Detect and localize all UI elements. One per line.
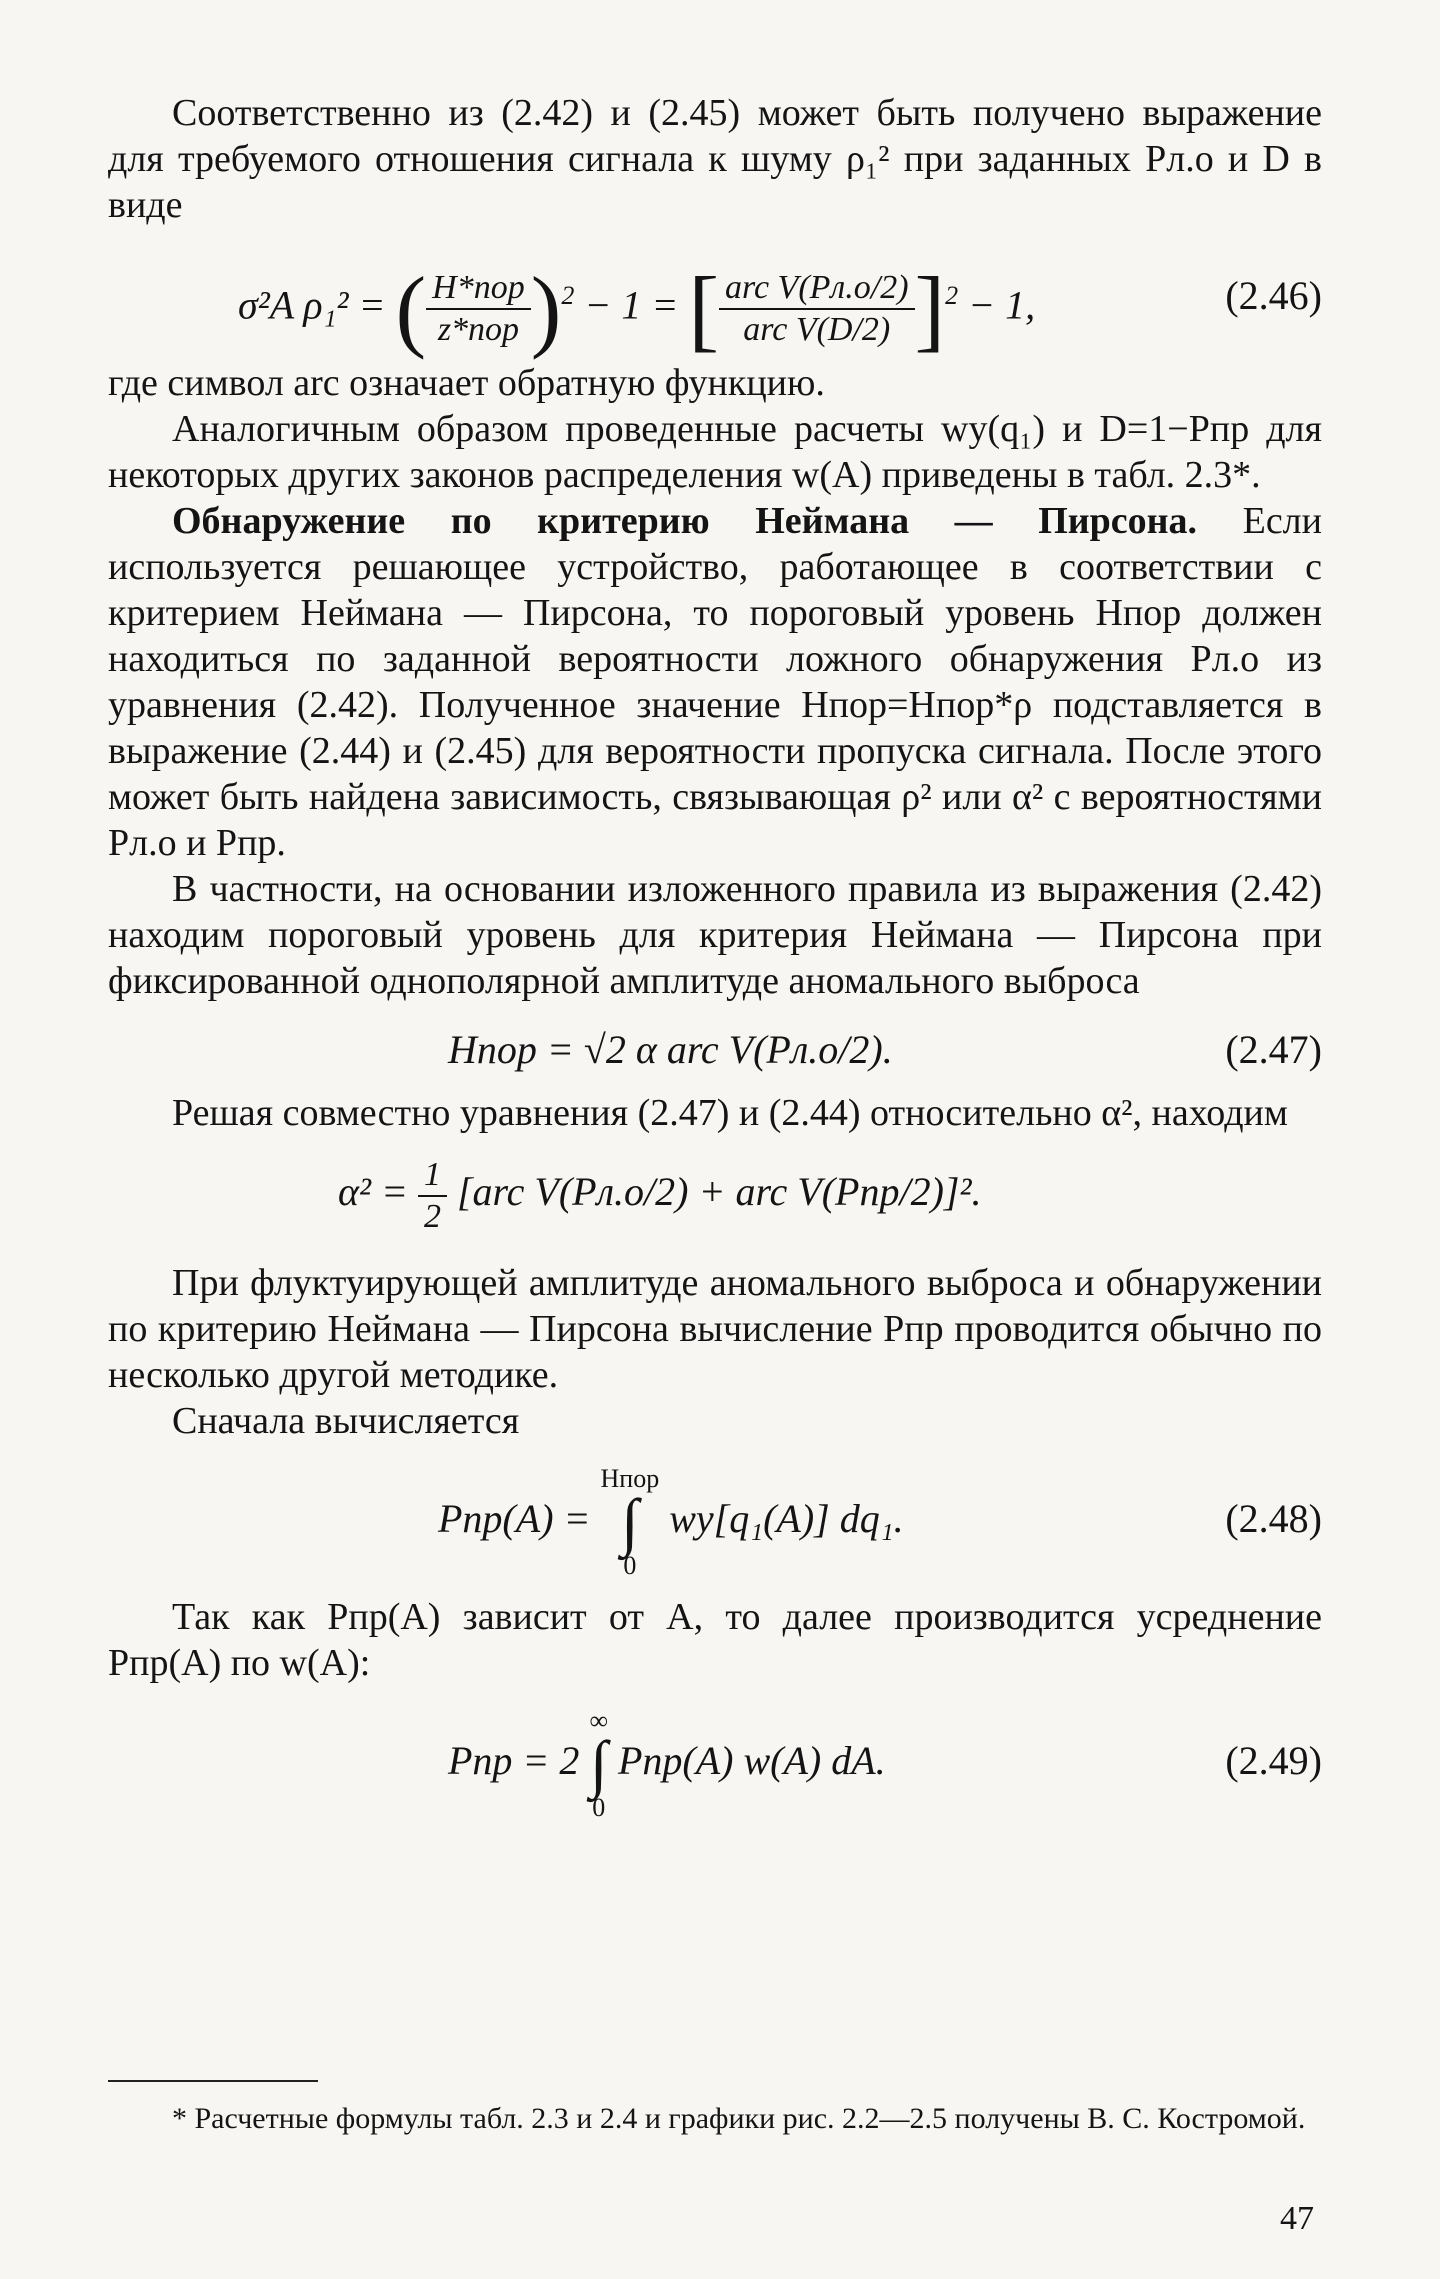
eq246-tail: − 1, <box>968 282 1036 328</box>
paragraph-averaging: Так как Pпр(A) зависит от A, то далее производится усреднение Pпр(A) по w(A): <box>108 1596 1322 1684</box>
page-body <box>108 90 1322 1836</box>
paragraph-fluctuating: При флуктуирующей амплитуде аномального выброса и обнаружении по критерию Неймана — Пирсона вычисление Pпр проводится обычно по несколько другой методике. <box>108 1262 1322 1396</box>
footnote-divider <box>108 2080 318 2082</box>
eq247-body: Hпор = √2 α arc V(Pл.о/2). <box>448 1027 893 1072</box>
paragraph-intro: Соответственно из (2.42) и (2.45) может быть получено выражение для требуемого отношения сигнала к шуму ρ₁² при заданных Pл.о и D в виде <box>108 92 1322 226</box>
eq248-rhs: wy[q₁(A)] dq₁. <box>669 1496 904 1541</box>
eq246-lhs: σ²A ρ₁² = <box>238 282 386 328</box>
paragraph-arc-definition: где символ arc означает обратную функцию. <box>108 362 825 404</box>
eq249-lhs: Pпр = 2 <box>448 1738 580 1783</box>
eq248-number: (2.48) <box>1225 1496 1322 1541</box>
eq-alpha-rhs: [arc V(Pл.о/2) + arc V(Pпр/2)]². <box>456 1169 982 1214</box>
paragraph-neyman-pearson-text: Если используется решающее устройство, работающее в соответствии с критерием Неймана — Пирсона, то пороговый уровень Hпор должен находиться по заданной вероятности ложного обнаружения Pл.о из уравнения (2.42). Полученное значение Hпор=Hпор*ρ подставляется в выражение (2.44) и (2.45) для вероятности пропуска сигнала. После этого может быть найдена зависимость, связывающая ρ² или α² с вероятностями Pл.о и Pпр. <box>108 500 1322 864</box>
footnote: * Расчетные формулы табл. 2.3 и 2.4 и графики рис. 2.2—2.5 получены В. С. Костромой. <box>172 2102 1306 2135</box>
eq249-number: (2.49) <box>1225 1738 1322 1783</box>
eq246-fraction-1: $\frac{\text{H*пор}}{\text{z*пор}}$ <box>426 270 531 347</box>
eq246-number: (2.46) <box>1225 273 1322 318</box>
equation-2-46: σ²A ρ₁² = ( $\frac{\text{H*пор}}{\text{z*пор}}$ )$^2$ − 1 = [ $\frac{\text{arc V(Pл.о/2)}}{\text{arc V(D/2)}}$ ]$^2$ − 1, (2.46) <box>108 232 1322 360</box>
paragraph-threshold: В частности, на основании изложенного правила из выражения (2.42) находим пороговый уровень для критерия Неймана — Пирсона при фиксированной однополярной амплитуде аномального выброса <box>108 868 1322 1002</box>
equation-2-47 <box>108 1010 1322 1090</box>
paragraph-first-compute: Сначала вычисляется <box>172 1400 520 1442</box>
eq-alpha-lhs: α² = <box>338 1169 408 1214</box>
eq246-fraction-2: $\frac{\text{arc V(Pл.о/2)}}{\text{arc V(D/2)}}$ <box>719 270 915 347</box>
paragraph-joint-solution: Решая совместно уравнения (2.47) и (2.44) относительно α², находим <box>172 1092 1288 1134</box>
integral-sign: ∞ ∫ 0 <box>589 1706 608 1823</box>
paragraph-table-reference: Аналогичным образом проведенные расчеты wy(q₁) и D=1−Pпр для некоторых других законов распределения w(A) приведены в табл. 2.3*. <box>108 408 1322 496</box>
section-heading: Обнаружение по критерию Неймана — Пирсона. <box>172 500 1198 542</box>
integral-sign: Hпор ∫ 0 <box>600 1464 660 1581</box>
eq248-lhs: Pпр(A) = <box>438 1496 591 1541</box>
eq-alpha-fraction: $\frac{1}{2}$ <box>418 1157 447 1234</box>
equation-alpha <box>108 1136 1322 1248</box>
eq249-rhs: Pпр(A) w(A) dA. <box>617 1738 886 1783</box>
eq246-mid: − 1 = <box>584 282 679 328</box>
equation-2-48 <box>108 1444 1322 1594</box>
page-number: 47 <box>1280 2200 1314 2237</box>
equation-2-49 <box>108 1686 1322 1836</box>
eq247-number: (2.47) <box>1225 1027 1322 1072</box>
paragraph-neyman-pearson <box>108 498 1322 866</box>
